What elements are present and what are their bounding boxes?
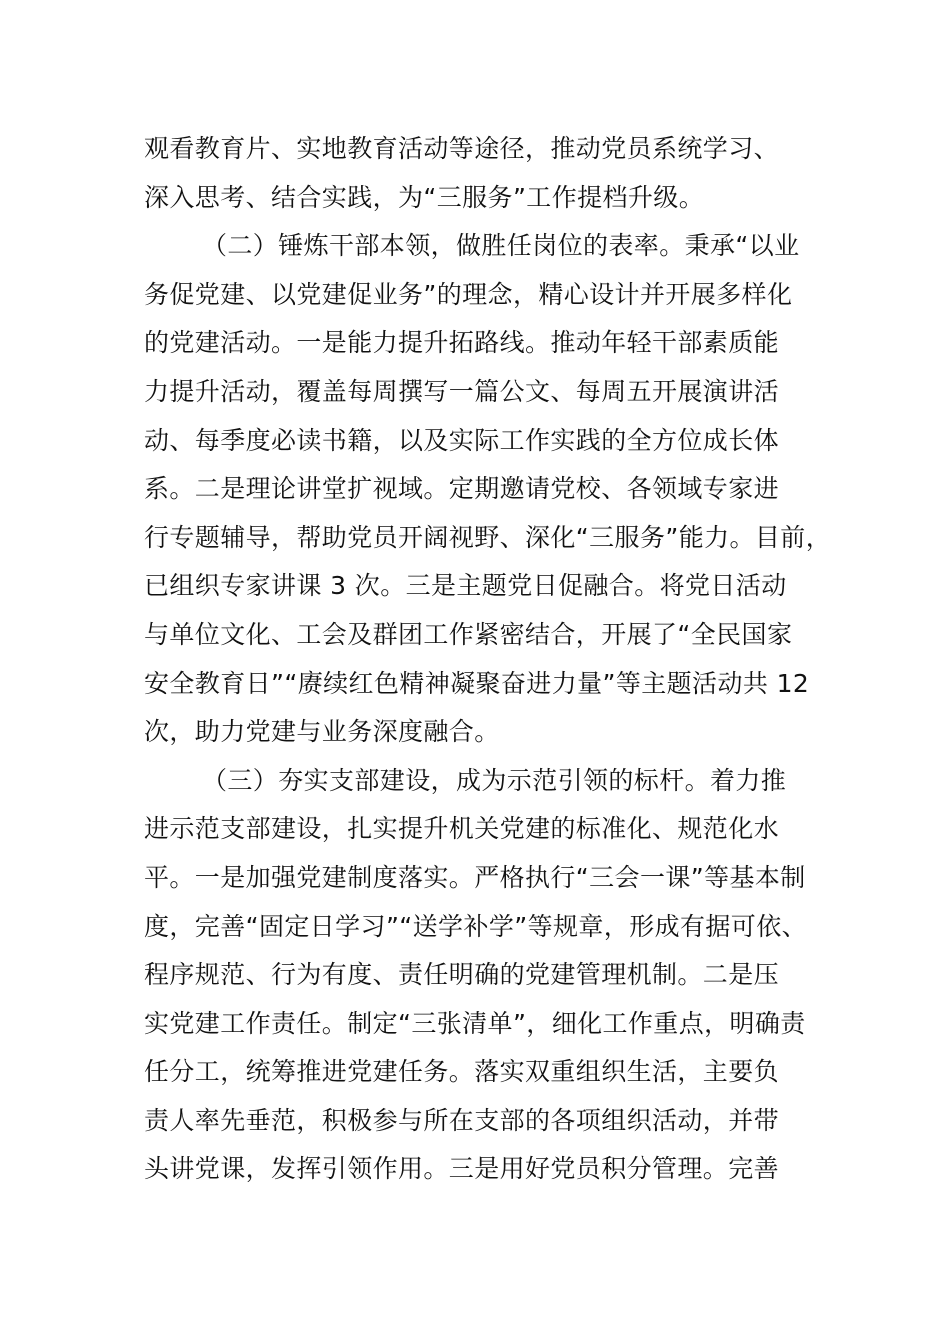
text-line: 动、每季度必读书籍，以及实际工作实践的全方位成长体	[144, 425, 780, 455]
paragraph-3	[144, 757, 834, 1194]
text-line: 深入思考、结合实践，为“三服务”工作提档升级。	[144, 182, 705, 212]
text-line: 观看教育片、实地教育活动等途径，推动党员系统学习、	[144, 134, 780, 163]
paragraph-2	[144, 222, 834, 757]
text-line: 平。一是加强党建制度落实。严格执行“三会一课”等基本制	[144, 862, 806, 892]
text-line: 的党建活动。一是能力提升拓路线。推动年轻干部素质能	[144, 328, 780, 358]
text-line: 实党建工作责任。制定“三张清单”，细化工作重点，明确责	[144, 1008, 806, 1038]
document-body	[144, 125, 834, 1194]
text-line: 次，助力党建与业务深度融合。	[144, 717, 500, 747]
text-line: 进示范支部建设，扎实提升机关党建的标准化、规范化水	[144, 814, 780, 844]
paragraph-1	[144, 125, 834, 222]
text-line: 头讲党课，发挥引领作用。三是用好党员积分管理。完善	[144, 1154, 780, 1184]
text-line: 系。二是理论讲堂扩视域。定期邀请党校、各领域专家进	[144, 474, 780, 504]
text-line: 程序规范、行为有度、责任明确的党建管理机制。二是压	[144, 960, 780, 990]
text-line: 务促党建、以党建促业务”的理念，精心设计并开展多样化	[144, 279, 793, 309]
text-line: 任分工，统筹推进党建任务。落实双重组织生活，主要负	[144, 1057, 780, 1087]
text-line: 与单位文化、工会及群团工作紧密结合，开展了“全民国家	[144, 619, 793, 649]
text-line: 力提升活动，覆盖每周撰写一篇公文、每周五开展演讲活	[144, 376, 780, 406]
text-line: （二）锤炼干部本领，做胜任岗位的表率。秉承“以业	[202, 231, 800, 261]
text-line: 行专题辅导，帮助党员开阔视野、深化“三服务”能力。目前，	[144, 522, 832, 552]
text-line: （三）夯实支部建设，成为示范引领的标杆。着力推	[202, 765, 787, 795]
text-line: 责人率先垂范，积极参与所在支部的各项组织活动，并带	[144, 1105, 780, 1135]
text-line: 已组织专家讲课 3 次。三是主题党日促融合。将党日活动	[144, 571, 787, 601]
text-line: 安全教育日”“赓续红色精神凝聚奋进力量”等主题活动共 12	[144, 668, 810, 698]
text-line: 度，完善“固定日学习”“送学补学”等规章，形成有据可依、	[144, 911, 808, 941]
